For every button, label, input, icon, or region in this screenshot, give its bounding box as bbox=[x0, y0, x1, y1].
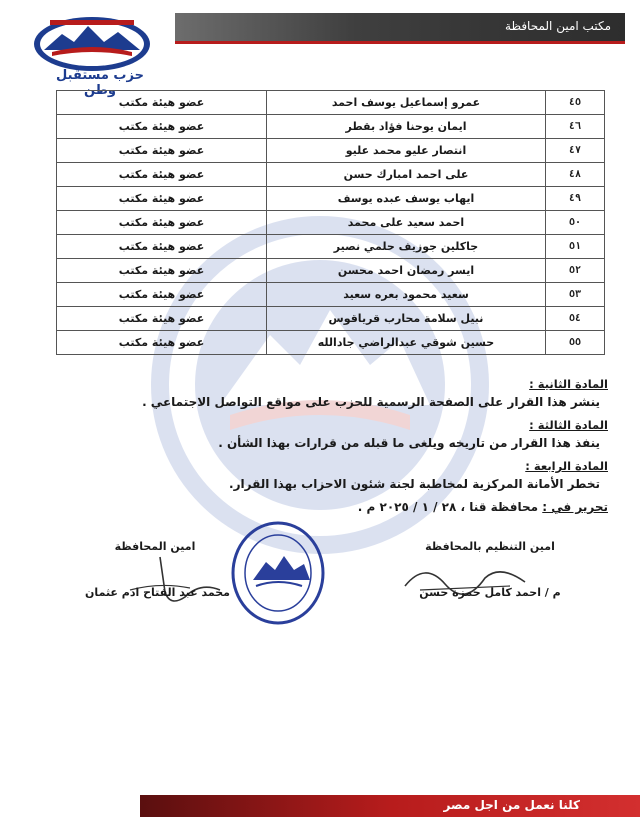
member-role: عضو هيئة مكتب bbox=[57, 163, 267, 187]
issued-label: تحرير في : bbox=[542, 500, 608, 514]
article-title: المادة الثالثة : bbox=[529, 418, 608, 432]
signature-left-title: امين المحافظة bbox=[114, 540, 196, 553]
article-3 bbox=[40, 418, 608, 450]
member-role: عضو هيئة مكتب bbox=[57, 187, 267, 211]
member-number: ٥٢ bbox=[546, 259, 605, 283]
member-number: ٥٤ bbox=[546, 307, 605, 331]
member-number: ٥٥ bbox=[546, 331, 605, 355]
office-title: مكتب امين المحافظة bbox=[505, 19, 611, 33]
member-number: ٤٦ bbox=[546, 115, 605, 139]
member-name: ايسر رمضان احمد محسن bbox=[267, 259, 546, 283]
article-title: المادة الثانية : bbox=[529, 377, 608, 391]
member-number: ٤٥ bbox=[546, 91, 605, 115]
table-row bbox=[57, 211, 605, 235]
signature-left-scribble bbox=[120, 552, 230, 612]
table-row bbox=[57, 139, 605, 163]
table-row bbox=[57, 331, 605, 355]
member-number: ٥٣ bbox=[546, 283, 605, 307]
footer-slogan: كلنا نعمل من اجل مصر bbox=[443, 798, 580, 812]
member-role: عضو هيئة مكتب bbox=[57, 91, 267, 115]
member-name: جاكلين جوزيف حلمي نصير bbox=[267, 235, 546, 259]
member-role: عضو هيئة مكتب bbox=[57, 283, 267, 307]
article-body: تخطر الأمانة المركزية لمخاطبة لجنة شئون الاحزاب بهذا القرار. bbox=[229, 477, 600, 491]
table-row bbox=[57, 307, 605, 331]
member-name: سعيد محمود بعره سعيد bbox=[267, 283, 546, 307]
member-role: عضو هيئة مكتب bbox=[57, 331, 267, 355]
member-name: انتصار عليو محمد عليو bbox=[267, 139, 546, 163]
member-name: عمرو إسماعيل يوسف احمد bbox=[267, 91, 546, 115]
member-role: عضو هيئة مكتب bbox=[57, 235, 267, 259]
article-body: ينشر هذا القرار على الصفحة الرسمية للحزب على مواقع التواصل الاجتماعي . bbox=[142, 395, 600, 409]
article-4 bbox=[40, 459, 608, 491]
table-row bbox=[57, 163, 605, 187]
issued-line bbox=[250, 500, 608, 514]
member-number: ٥٠ bbox=[546, 211, 605, 235]
member-role: عضو هيئة مكتب bbox=[57, 115, 267, 139]
member-name: احمد سعيد على محمد bbox=[267, 211, 546, 235]
article-2 bbox=[40, 377, 608, 409]
signature-right-title: امين التنظيم بالمحافظة bbox=[425, 540, 555, 553]
member-name: نبيل سلامة محارب قرياقوس bbox=[267, 307, 546, 331]
member-number: ٤٩ bbox=[546, 187, 605, 211]
member-name: ايهاب يوسف عبده يوسف bbox=[267, 187, 546, 211]
official-stamp bbox=[228, 518, 328, 628]
member-role: عضو هيئة مكتب bbox=[57, 307, 267, 331]
article-body: ينفذ هذا القرار من تاريخه ويلغى ما قبله من قرارات بهذا الشأن . bbox=[218, 436, 600, 450]
member-number: ٤٨ bbox=[546, 163, 605, 187]
signature-right-name: م / احمد كامل حمزة حسن bbox=[419, 586, 561, 599]
table-row bbox=[57, 115, 605, 139]
footer-bar bbox=[140, 795, 640, 817]
member-name: حسين شوقي عبدالراضي جادالله bbox=[267, 331, 546, 355]
table-row bbox=[57, 283, 605, 307]
member-role: عضو هيئة مكتب bbox=[57, 259, 267, 283]
table-row bbox=[57, 187, 605, 211]
member-role: عضو هيئة مكتب bbox=[57, 211, 267, 235]
table-row bbox=[57, 259, 605, 283]
signature-left-name: محمد عبد الفتاح ادم عثمان bbox=[85, 586, 230, 599]
table-row bbox=[57, 235, 605, 259]
header-bar bbox=[175, 13, 625, 44]
member-role: عضو هيئة مكتب bbox=[57, 139, 267, 163]
article-title: المادة الرابعة : bbox=[525, 459, 608, 473]
member-number: ٥١ bbox=[546, 235, 605, 259]
members-table bbox=[56, 90, 605, 355]
table-row bbox=[57, 91, 605, 115]
member-name: على احمد امبارك حسن bbox=[267, 163, 546, 187]
member-name: ايمان يوحنا فؤاد بقطر bbox=[267, 115, 546, 139]
member-number: ٤٧ bbox=[546, 139, 605, 163]
party-name: حزب مستقبل وطن bbox=[56, 68, 144, 98]
issued-text: محافظة قنا ، ٢٨ / ١ / ٢٠٢٥ م . bbox=[357, 500, 539, 514]
